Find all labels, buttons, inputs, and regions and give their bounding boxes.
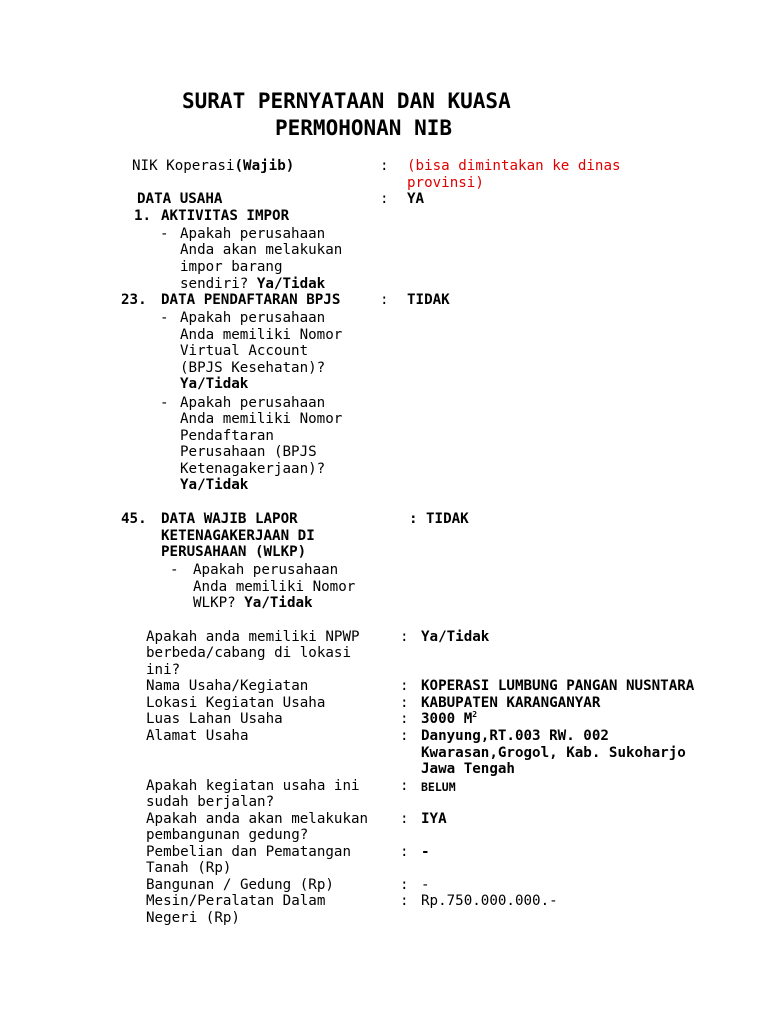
pembangunan-label-line: Apakah anda akan melakukan [146,811,369,827]
section1-question-line: Anda akan melakukan [180,242,343,258]
nik-value-line2: provinsi) [407,175,484,191]
section1-answer: Ya/Tidak [256,276,326,292]
pembangunan-value: IYA [421,811,447,827]
section1-question-last [180,276,325,293]
section23-q1-line: Virtual Account [180,343,309,359]
pembangunan-colon: : [400,811,409,827]
section23-q2-line: Ketenagakerjaan)? [180,461,326,477]
pembangunan-label-line: pembangunan gedung? [146,827,309,843]
mesin-label-line: Negeri (Rp) [146,910,240,926]
data-usaha-label: DATA USAHA [137,191,223,207]
section45-question-last [193,595,313,612]
section1-question-line: Apakah perusahaan [180,226,326,242]
bangunan-colon: : [400,877,409,893]
alamat-value-line: Jawa Tengah [421,761,515,777]
section45-question-dash: - [170,562,179,578]
section45-value: TIDAK [426,511,469,527]
section23-q1-line: Anda memiliki Nomor [180,327,343,343]
data-usaha-value: YA [407,191,425,207]
nik-label-text: NIK Koperasi [132,158,235,174]
tanah-label-line: Pembelian dan Pematangan [146,844,351,860]
section23-value: TIDAK [407,292,450,308]
nama-usaha-value: KOPERASI LUMBUNG PANGAN NUSNTARA [421,678,695,694]
tanah-value: - [421,844,430,860]
npwp-colon: : [400,629,409,645]
section23-q1-line: Apakah perusahaan [180,310,326,326]
section23-q2-dash: - [160,395,169,411]
section23-q1-answer: Ya/Tidak [180,376,249,392]
npwp-label-line: berbeda/cabang di lokasi [146,645,351,661]
lokasi-colon: : [400,695,409,711]
nik-colon: : [380,158,389,174]
mesin-value: Rp.750.000.000.- [421,893,558,909]
section1-question-line: impor barang [180,259,283,275]
npwp-label-line: ini? [146,662,181,678]
lokasi-value: KABUPATEN KARANGANYAR [421,695,601,711]
page-title-line1: SURAT PERNYATAAN DAN KUASA [182,89,511,113]
section45-heading-line: PERUSAHAAN (WLKP) [161,544,307,560]
section23-q1-line: (BPJS Kesehatan)? [180,360,326,376]
nik-value-line1: (bisa dimintakan ke dinas [407,158,621,174]
section45-number: 45. [121,511,147,527]
section23-q2-line: Perusahaan (BPJS [180,444,317,460]
alamat-value-line: Kwarasan,Grogol, Kab. Sukoharjo [421,745,686,761]
bangunan-label: Bangunan / Gedung (Rp) [146,877,334,893]
tanah-label-line: Tanah (Rp) [146,860,232,876]
luas-value [421,711,477,728]
section23-q2-line: Anda memiliki Nomor [180,411,343,427]
section23-q1-dash: - [160,310,169,326]
nama-usaha-colon: : [400,678,409,694]
section1-question-text: sendiri? [180,276,257,292]
berjalan-colon: : [400,778,409,794]
nama-usaha-label: Nama Usaha/Kegiatan [146,678,309,694]
section45-question-line: Apakah perusahaan [193,562,339,578]
berjalan-label-line: Apakah kegiatan usaha ini [146,778,360,794]
luas-colon: : [400,711,409,727]
section23-number: 23. [121,292,147,308]
alamat-colon: : [400,728,409,744]
section1-number: 1. [134,208,152,224]
npwp-label-line: Apakah anda memiliki NPWP [146,629,360,645]
section23-colon: : [380,292,389,308]
data-usaha-colon: : [380,191,389,207]
lokasi-label: Lokasi Kegiatan Usaha [146,695,326,711]
mesin-label-line: Mesin/Peralatan Dalam [146,893,326,909]
section1-question-dash: - [160,226,169,242]
luas-label: Luas Lahan Usaha [146,711,283,727]
luas-unit-superscript: 2 [472,710,478,719]
section23-q2-line: Apakah perusahaan [180,395,326,411]
berjalan-value: BELUM [421,780,456,794]
section1-heading: AKTIVITAS IMPOR [161,208,290,224]
section45-colon: : [409,511,418,527]
section23-q2-line: Pendaftaran [180,428,274,444]
nik-label-required: (Wajib) [234,158,295,174]
section23-q2-answer: Ya/Tidak [180,477,249,493]
page-title-line2: PERMOHONAN NIB [275,116,453,140]
nik-label [132,158,294,175]
npwp-value: Ya/Tidak [421,629,490,645]
section23-heading: DATA PENDAFTARAN BPJS [161,292,341,308]
section45-heading-line: DATA WAJIB LAPOR [161,511,298,527]
tanah-colon: : [400,844,409,860]
section45-heading-line: KETENAGAKERJAAN DI [161,528,315,544]
mesin-colon: : [400,893,409,909]
berjalan-label-line: sudah berjalan? [146,794,275,810]
alamat-label: Alamat Usaha [146,728,249,744]
bangunan-value: - [421,877,430,893]
section45-question-text: WLKP? [193,595,245,611]
luas-value-text: 3000 M [421,711,473,727]
section45-question-line: Anda memiliki Nomor [193,579,356,595]
section45-answer: Ya/Tidak [244,595,313,611]
alamat-value-line: Danyung,RT.003 RW. 002 [421,728,609,744]
